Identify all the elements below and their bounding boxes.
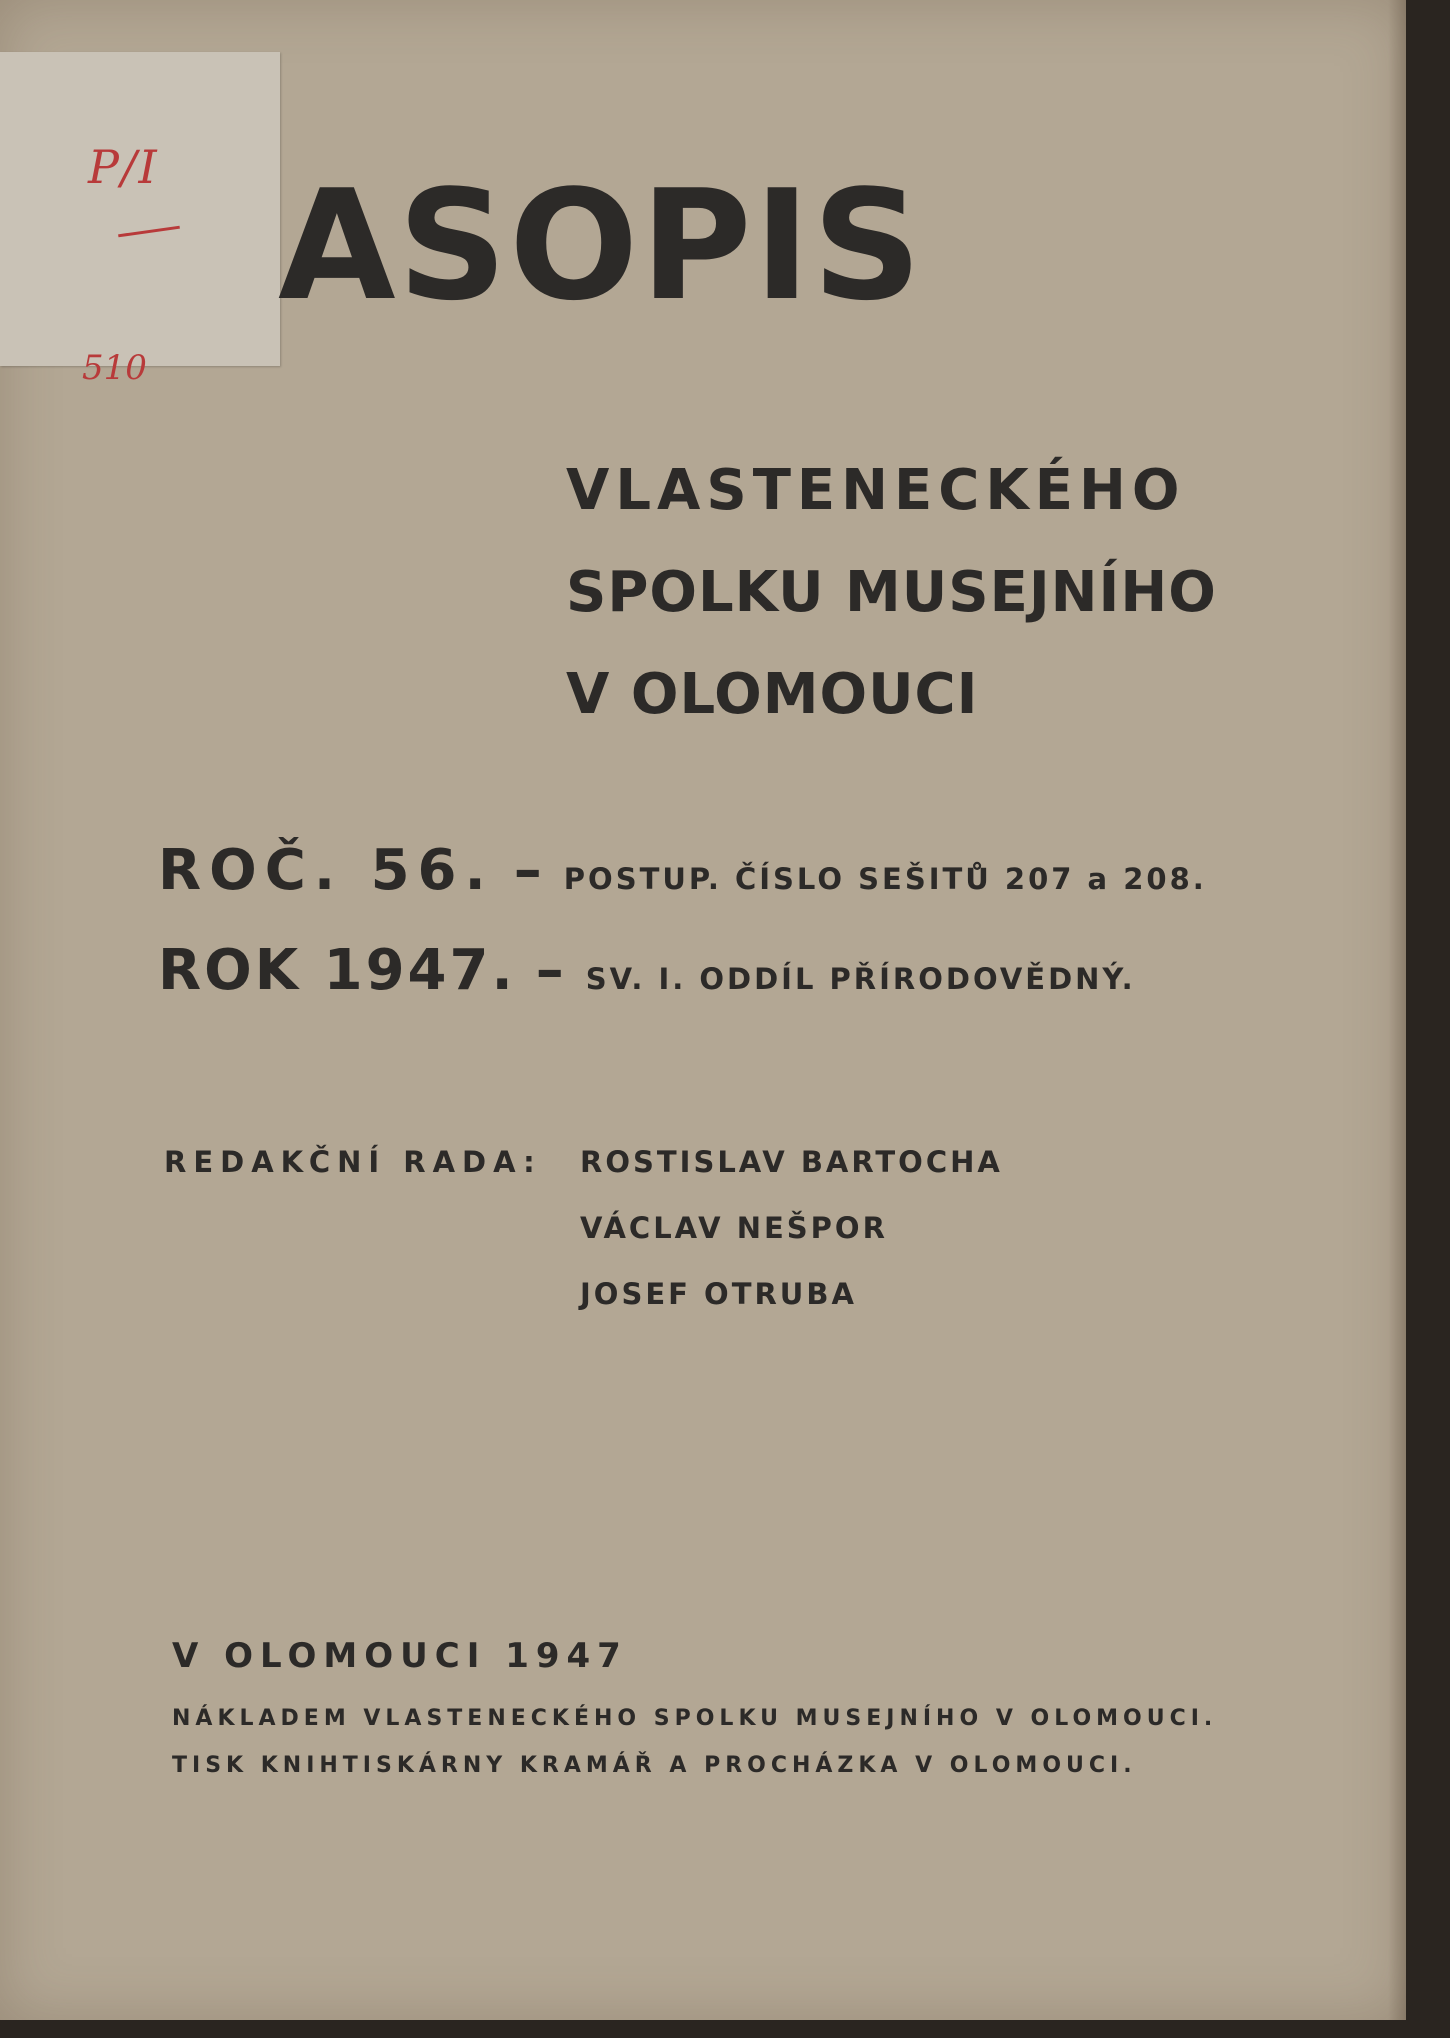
volume-dash: – [513, 838, 542, 903]
library-sticker [0, 52, 280, 388]
subtitle-line-1: VLASTENECKÉHO [566, 458, 1186, 523]
volume-detail: POSTUP. ČÍSLO SEŠITŮ 207 a 208. [563, 862, 1207, 896]
year-dash: – [535, 938, 564, 1003]
year-detail: SV. I. ODDÍL PŘÍRODOVĚDNÝ. [585, 962, 1136, 996]
imprint [172, 1636, 1217, 1800]
shelf-code-bottom: 510 [82, 348, 147, 388]
editorial-board-label: REDAKČNÍ RADA: [164, 1145, 542, 1179]
year-number: ROK 1947. [158, 938, 516, 1003]
imprint-printer: TISK KNIHTISKÁRNY KRAMÁŘ A PROCHÁZKA V OLOMOUCI. [172, 1753, 1137, 1778]
cover-subtitle [566, 440, 1217, 746]
year-line [158, 938, 1136, 1003]
shelf-code-top: P/I [88, 140, 159, 194]
volume-number: ROČ. 56. [158, 838, 494, 903]
volume-line [158, 838, 1207, 903]
editor-name: VÁCLAV NEŠPOR [580, 1211, 888, 1245]
subtitle-line-3: V OLOMOUCI [566, 662, 979, 727]
subtitle-line-2: SPOLKU MUSEJNÍHO [566, 560, 1217, 625]
editor-name: JOSEF OTRUBA [580, 1277, 857, 1311]
imprint-place-year: V OLOMOUCI 1947 [172, 1636, 628, 1676]
cover-title: ASOPIS [278, 157, 924, 334]
shelf-code-underline [118, 226, 180, 238]
editor-name: ROSTISLAV BARTOCHA [580, 1145, 1003, 1179]
imprint-publisher: NÁKLADEM VLASTENECKÉHO SPOLKU MUSEJNÍHO V OLOMOUCI. [172, 1706, 1218, 1731]
